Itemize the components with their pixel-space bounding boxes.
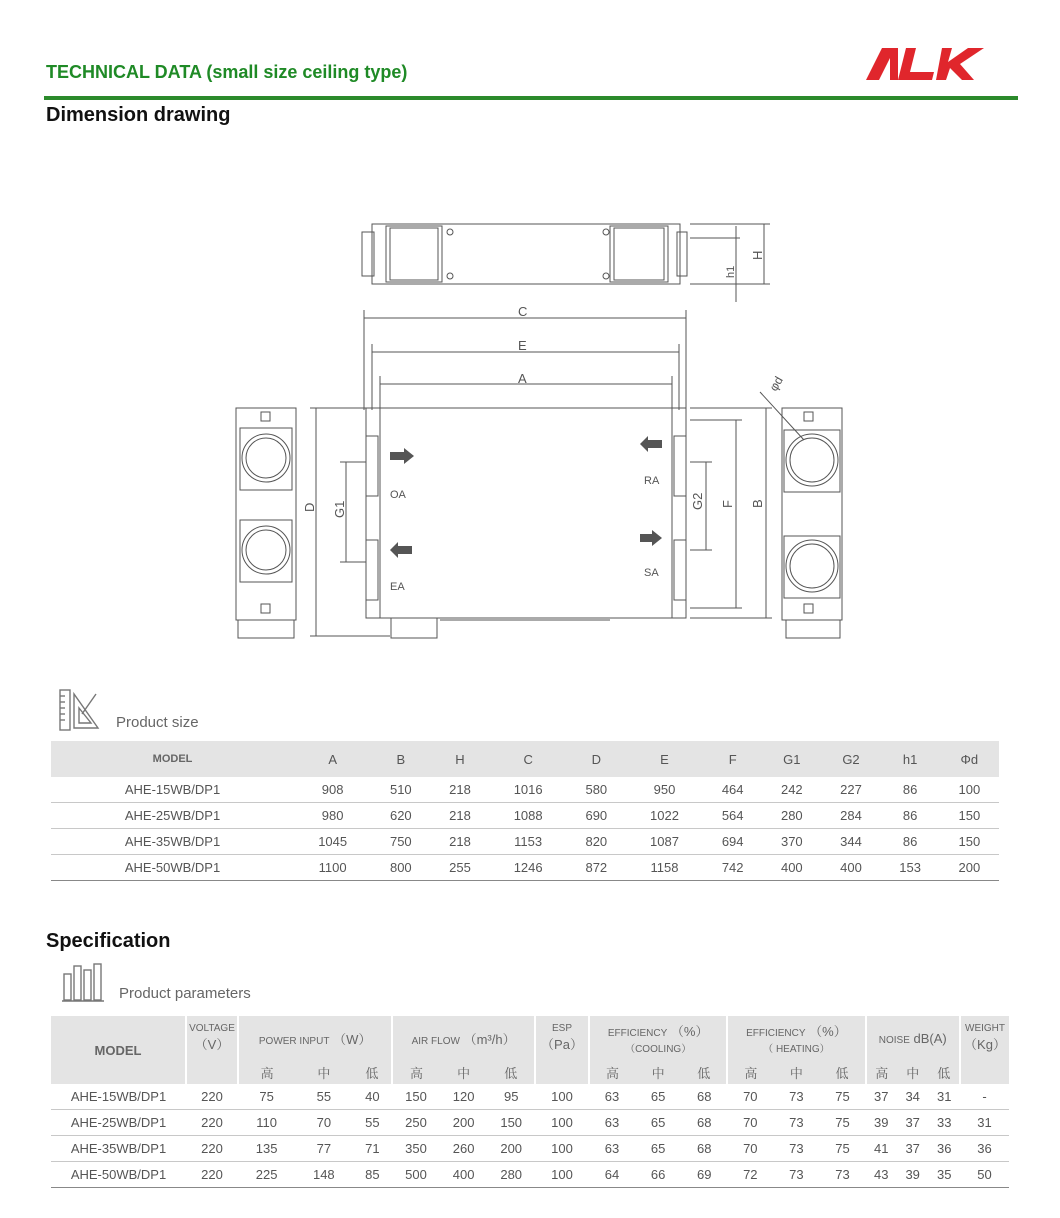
table-cell: 77: [295, 1136, 352, 1162]
dim-label-g2: G2: [690, 492, 705, 510]
table-cell: 39: [897, 1162, 928, 1188]
table-cell: 68: [681, 1110, 727, 1136]
table-row: [51, 1136, 1009, 1162]
noise-label: NOISE: [878, 1034, 910, 1046]
port-label-ra: RA: [644, 475, 660, 487]
level-header: 低: [352, 1060, 392, 1084]
page-title: TECHNICAL DATA (small size ceiling type): [46, 62, 408, 82]
column-header: F: [703, 741, 762, 777]
table-cell: 110: [238, 1110, 295, 1136]
dim-label-h1: h1: [725, 265, 737, 278]
table-cell: 73: [773, 1162, 819, 1188]
table-cell: 36: [928, 1136, 960, 1162]
weight-level-blank: [960, 1060, 1009, 1084]
column-header-efficiency-cooling: [589, 1016, 727, 1060]
table-cell: 464: [703, 777, 762, 803]
table-row: [51, 1084, 1009, 1110]
table-cell: 31: [960, 1110, 1009, 1136]
table-cell: 70: [727, 1110, 773, 1136]
product-size-table: [51, 741, 999, 881]
dimension-section-title: Dimension drawing: [46, 104, 231, 126]
table-cell: 260: [440, 1136, 488, 1162]
weight-label: WEIGHT: [965, 1023, 1005, 1034]
column-header: h1: [881, 741, 940, 777]
column-header-noise: [866, 1016, 960, 1060]
power-unit: （W）: [333, 1031, 372, 1047]
level-header: 高: [589, 1060, 635, 1084]
table-cell: 400: [440, 1162, 488, 1188]
table-cell: 100: [535, 1110, 589, 1136]
table-cell: 65: [635, 1084, 681, 1110]
dim-label-g1: G1: [332, 500, 347, 518]
table-cell: 370: [762, 829, 821, 855]
table-cell: 1088: [490, 803, 567, 829]
table-cell: 50: [960, 1162, 1009, 1188]
column-header: MODEL: [51, 741, 294, 777]
table-cell: 63: [589, 1110, 635, 1136]
table-cell: 64: [589, 1162, 635, 1188]
dim-label-e: E: [518, 338, 527, 353]
table-row: [51, 855, 999, 881]
table-cell: 39: [866, 1110, 897, 1136]
level-header: 低: [681, 1060, 727, 1084]
model-cell: AHE-25WB/DP1: [51, 1110, 186, 1136]
eff-heat-unit: （%）: [809, 1024, 847, 1039]
level-header: 中: [295, 1060, 352, 1084]
table-cell: 70: [727, 1084, 773, 1110]
table-cell: 68: [681, 1136, 727, 1162]
eff-cool-sub: （COOLING）: [625, 1044, 692, 1055]
table-cell: 37: [866, 1084, 897, 1110]
esp-unit: （Pa）: [541, 1037, 583, 1052]
table-cell: 75: [819, 1084, 865, 1110]
table-cell: 690: [567, 803, 626, 829]
table-cell: 694: [703, 829, 762, 855]
voltage-unit: （V）: [194, 1037, 230, 1052]
table-cell: 400: [821, 855, 880, 881]
table-cell: 72: [727, 1162, 773, 1188]
table-cell: 65: [635, 1110, 681, 1136]
table-cell: 250: [392, 1110, 440, 1136]
dim-label-a: A: [518, 371, 527, 386]
table-cell: 100: [535, 1162, 589, 1188]
ruler-triangle-icon: [58, 688, 104, 732]
level-header: 中: [773, 1060, 819, 1084]
model-cell: AHE-15WB/DP1: [51, 1084, 186, 1110]
model-cell: AHE-15WB/DP1: [51, 777, 294, 803]
table-cell: 564: [703, 803, 762, 829]
model-cell: AHE-25WB/DP1: [51, 803, 294, 829]
table-cell: 40: [352, 1084, 392, 1110]
table-cell: 43: [866, 1162, 897, 1188]
table-cell: 620: [371, 803, 430, 829]
table-cell: 135: [238, 1136, 295, 1162]
table-cell: 33: [928, 1110, 960, 1136]
voltage-label: VOLTAGE: [189, 1023, 235, 1034]
dim-label-f: F: [720, 500, 735, 508]
column-header: D: [567, 741, 626, 777]
table-cell: 73: [819, 1162, 865, 1188]
table-cell: -: [960, 1084, 1009, 1110]
table-cell: 580: [567, 777, 626, 803]
level-header: 高: [392, 1060, 440, 1084]
table-cell: 63: [589, 1136, 635, 1162]
table-cell: 37: [897, 1110, 928, 1136]
airflow-label: AIR FLOW: [411, 1035, 460, 1047]
model-cell: AHE-50WB/DP1: [51, 855, 294, 881]
voltage-level-blank: [186, 1060, 238, 1084]
table-cell: 55: [295, 1084, 352, 1110]
table-cell: 73: [773, 1084, 819, 1110]
table-cell: 255: [430, 855, 489, 881]
level-header: 中: [897, 1060, 928, 1084]
model-cell: AHE-50WB/DP1: [51, 1162, 186, 1188]
table-cell: 100: [940, 777, 999, 803]
table-cell: 55: [352, 1110, 392, 1136]
table-header-row: [51, 741, 999, 777]
product-parameters-label: Product parameters: [119, 985, 251, 1002]
eff-heat-label: EFFICIENCY: [746, 1028, 806, 1039]
table-cell: 35: [928, 1162, 960, 1188]
table-cell: 37: [897, 1136, 928, 1162]
table-cell: 820: [567, 829, 626, 855]
table-cell: 75: [819, 1136, 865, 1162]
table-cell: 950: [626, 777, 703, 803]
specification-title: Specification: [46, 930, 171, 952]
dim-label-phi: φd: [766, 373, 786, 394]
table-cell: 1100: [294, 855, 371, 881]
column-header-efficiency-heating: [727, 1016, 865, 1060]
eff-cool-unit: （%）: [670, 1024, 709, 1039]
table-cell: 800: [371, 855, 430, 881]
table-cell: 980: [294, 803, 371, 829]
table-cell: 908: [294, 777, 371, 803]
table-cell: 120: [440, 1084, 488, 1110]
dim-label-h: H: [750, 250, 765, 260]
table-cell: 220: [186, 1162, 238, 1188]
table-cell: 150: [392, 1084, 440, 1110]
level-header: 高: [727, 1060, 773, 1084]
table-cell: 75: [819, 1110, 865, 1136]
table-cell: 1022: [626, 803, 703, 829]
table-cell: 70: [727, 1136, 773, 1162]
table-row: [51, 1110, 1009, 1136]
table-cell: 41: [866, 1136, 897, 1162]
esp-level-blank: [535, 1060, 589, 1084]
column-header-power: [238, 1016, 392, 1060]
table-row: [51, 1162, 1009, 1188]
port-label-ea: EA: [390, 581, 405, 593]
table-cell: 200: [440, 1110, 488, 1136]
eff-cool-label: EFFICIENCY: [607, 1028, 668, 1039]
table-cell: 86: [881, 829, 940, 855]
table-cell: 148: [295, 1162, 352, 1188]
column-header: Φd: [940, 741, 999, 777]
table-cell: 69: [681, 1162, 727, 1188]
table-row: [51, 829, 999, 855]
table-cell: 153: [881, 855, 940, 881]
table-cell: 150: [940, 829, 999, 855]
table-cell: 500: [392, 1162, 440, 1188]
table-cell: 280: [487, 1162, 535, 1188]
table-cell: 200: [940, 855, 999, 881]
level-header: 中: [440, 1060, 488, 1084]
table-cell: 742: [703, 855, 762, 881]
power-label: POWER INPUT: [258, 1035, 330, 1047]
table-cell: 150: [487, 1110, 535, 1136]
table-cell: 227: [821, 777, 880, 803]
column-header: G1: [762, 741, 821, 777]
table-cell: 68: [681, 1084, 727, 1110]
level-header: 中: [635, 1060, 681, 1084]
column-header-voltage: [186, 1016, 238, 1060]
weight-unit: （Kg）: [964, 1037, 1006, 1052]
level-header: 高: [866, 1060, 897, 1084]
airflow-unit: （m³/h）: [463, 1031, 516, 1047]
table-cell: 1087: [626, 829, 703, 855]
table-cell: 225: [238, 1162, 295, 1188]
column-header: C: [490, 741, 567, 777]
table-cell: 73: [773, 1110, 819, 1136]
table-cell: 1016: [490, 777, 567, 803]
table-cell: 280: [762, 803, 821, 829]
table-cell: 36: [960, 1136, 1009, 1162]
column-header: B: [371, 741, 430, 777]
table-cell: 95: [487, 1084, 535, 1110]
table-cell: 31: [928, 1084, 960, 1110]
table-cell: 34: [897, 1084, 928, 1110]
table-cell: 510: [371, 777, 430, 803]
column-header-airflow: [392, 1016, 535, 1060]
table-cell: 86: [881, 777, 940, 803]
table-cell: 100: [535, 1136, 589, 1162]
table-row: [51, 803, 999, 829]
table-cell: 73: [773, 1136, 819, 1162]
level-header: 低: [487, 1060, 535, 1084]
column-header: G2: [821, 741, 880, 777]
table-cell: 1246: [490, 855, 567, 881]
column-header: H: [430, 741, 489, 777]
table-cell: 150: [940, 803, 999, 829]
table-cell: 85: [352, 1162, 392, 1188]
level-header: 低: [928, 1060, 960, 1084]
table-cell: 872: [567, 855, 626, 881]
product-size-label: Product size: [116, 714, 199, 731]
table-cell: 75: [238, 1084, 295, 1110]
table-cell: 63: [589, 1084, 635, 1110]
table-cell: 218: [430, 829, 489, 855]
table-cell: 200: [487, 1136, 535, 1162]
table-row: [51, 777, 999, 803]
table-cell: 220: [186, 1136, 238, 1162]
table-cell: 220: [186, 1110, 238, 1136]
column-header-weight: [960, 1016, 1009, 1060]
table-cell: 400: [762, 855, 821, 881]
table-cell: 1153: [490, 829, 567, 855]
dim-label-c: C: [518, 304, 528, 319]
port-label-oa: OA: [390, 489, 406, 501]
eff-heat-sub: （ HEATING）: [763, 1044, 830, 1055]
table-cell: 66: [635, 1162, 681, 1188]
table-cell: 86: [881, 803, 940, 829]
table-cell: 344: [821, 829, 880, 855]
table-cell: 750: [371, 829, 430, 855]
esp-label: ESP: [551, 1023, 572, 1034]
specification-table: [51, 1016, 1009, 1188]
table-cell: 220: [186, 1084, 238, 1110]
dim-label-d: D: [302, 502, 317, 512]
model-cell: AHE-35WB/DP1: [51, 1136, 186, 1162]
table-cell: 218: [430, 777, 489, 803]
bar-chart-icon: [62, 962, 104, 1002]
table-cell: 242: [762, 777, 821, 803]
table-cell: 70: [295, 1110, 352, 1136]
column-header: A: [294, 741, 371, 777]
level-header: 低: [819, 1060, 865, 1084]
column-header: E: [626, 741, 703, 777]
table-cell: 71: [352, 1136, 392, 1162]
noise-unit: dB(A): [913, 1030, 947, 1046]
model-cell: AHE-35WB/DP1: [51, 829, 294, 855]
table-cell: 65: [635, 1136, 681, 1162]
table-cell: 1158: [626, 855, 703, 881]
column-header-model: MODEL: [51, 1016, 186, 1084]
table-cell: 284: [821, 803, 880, 829]
table-cell: 100: [535, 1084, 589, 1110]
table-cell: 350: [392, 1136, 440, 1162]
dim-label-b: B: [750, 499, 765, 508]
table-cell: 218: [430, 803, 489, 829]
table-cell: 1045: [294, 829, 371, 855]
column-header-esp: [535, 1016, 589, 1060]
level-header: 高: [238, 1060, 295, 1084]
port-label-sa: SA: [644, 567, 659, 579]
